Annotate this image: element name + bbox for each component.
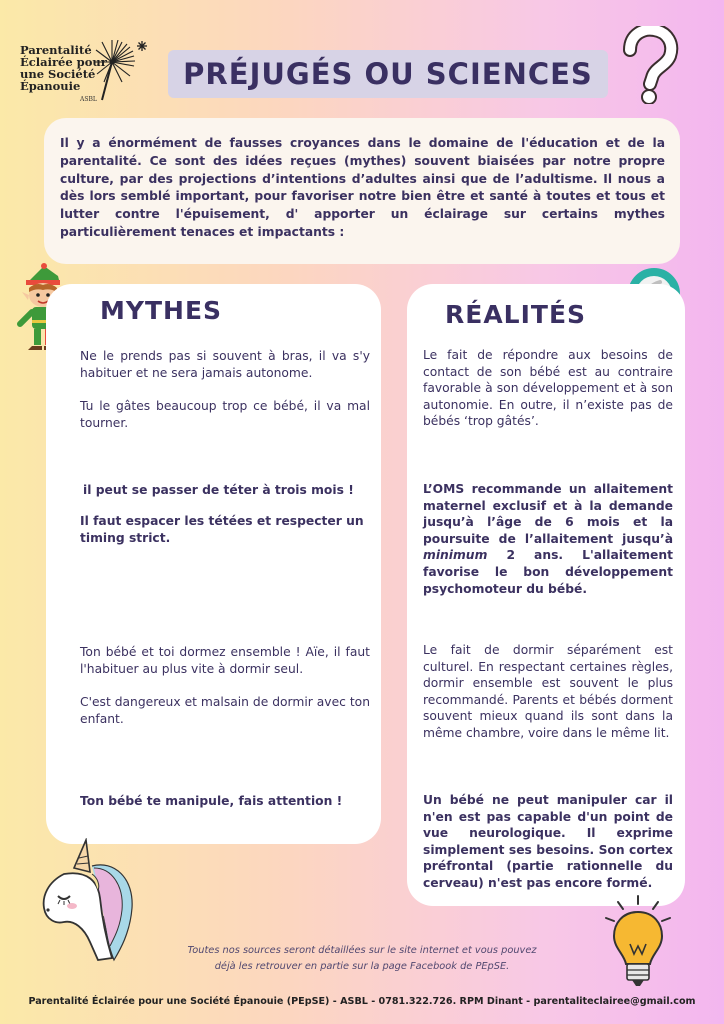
myth-1: Ne le prends pas si souvent à bras, il va s'y habituer et ne sera jamais autonome. [80, 349, 370, 380]
myth-7: Ton bébé te manipule, fais attention ! [80, 794, 343, 808]
myth-2: Tu le gâtes beaucoup trop ce bébé, il va mal tourner. [80, 399, 370, 430]
reality-2-text-a: L’OMS recommande un allaitement maternel exclusif et à la demande jusqu’à l’âge de 6 mois et la poursuite de l’allaitement jusqu’à [423, 482, 673, 546]
sources-note-line-1: Toutes nos sources seront détaillées sur le site internet et vous pouvez [187, 945, 537, 956]
logo-asbl: ASBL [80, 96, 97, 103]
myth-6: C'est dangereux et malsain de dormir avec ton enfant. [80, 695, 370, 726]
light-bulb-icon [598, 894, 678, 990]
myth-3: il peut se passer de téter à trois mois ! [83, 483, 354, 497]
reality-4: Un bébé ne peut manipuler car il n'en est pas capable d'un point de vue neurologique. Il exprime simplement ses besoins. Son cortex préfrontal (partie rationnelle du cerveau) n'est pas encore formé. [423, 793, 673, 890]
logo [20, 40, 170, 110]
logo-line-3: une Société [20, 67, 96, 81]
intro-box [44, 118, 680, 264]
realites-heading: RÉALITÉS [445, 300, 587, 329]
reality-3: Le fait de dormir séparément est culturel. En respectant certaines règles, dormir ensemble est souvent le plus recommandé. Parents et bébés dorment souvent mieux quand ils sont dans la même chambre, voire dans le même lit. [423, 643, 673, 740]
intro-text: Il y a énormément de fausses croyances dans le domaine de l'éducation et de la parentalité. Ce sont des idées reçues (mythes) souvent biaisées par notre propre culture, par des projections d’intentions d’adultes ainsi que de l’adultisme. Il nous a dès lors semblé important, pour favoriser notre bien être et santé à toutes et tous et lutter contre l'épuisement, d' apporter un éclairage sur certains mythes particulièrement tenaces et impactants : [60, 136, 665, 239]
footer-contact: Parentalité Éclairée pour une Société Épanouie (PEpSE) - ASBL - 0781.322.726. RPM Dinant - parentaliteclairee@gmail.com [28, 996, 696, 1007]
reality-2-italic: minimum [423, 548, 488, 563]
title-box [168, 50, 608, 98]
unicorn-icon [34, 838, 144, 968]
page-title: PRÉJUGÉS OU SCIENCES [183, 57, 593, 91]
sources-note [150, 943, 574, 975]
logo-line-2: Éclairée pour [20, 55, 107, 69]
sunburst-logo-icon [94, 40, 150, 102]
sources-note-line-2: déjà les retrouver en partie sur la page Facebook de PEpSE. [214, 961, 510, 972]
reality-2-text-b: 2 ans. L'allaitement favorise le bon développement psychomoteur du bébé. [423, 548, 674, 596]
question-mark-icon [616, 26, 680, 104]
myth-5: Ton bébé et toi dormez ensemble ! Aïe, il faut l'habituer au plus vite à dormir seul. [80, 645, 370, 676]
mythes-heading: MYTHES [100, 296, 223, 325]
reality-1: Le fait de répondre aux besoins de contact de son bébé est au contraire favorable à son développement et à son autonomie. En outre, il n’existe pas de bébés ‘trop gâtés’. [423, 348, 673, 429]
reality-2 [423, 481, 673, 597]
myth-4: Il faut espacer les tétées et respecter un timing strict. [80, 514, 364, 545]
logo-line-1: Parentalité [20, 43, 92, 57]
logo-line-4: Épanouie [20, 79, 81, 93]
